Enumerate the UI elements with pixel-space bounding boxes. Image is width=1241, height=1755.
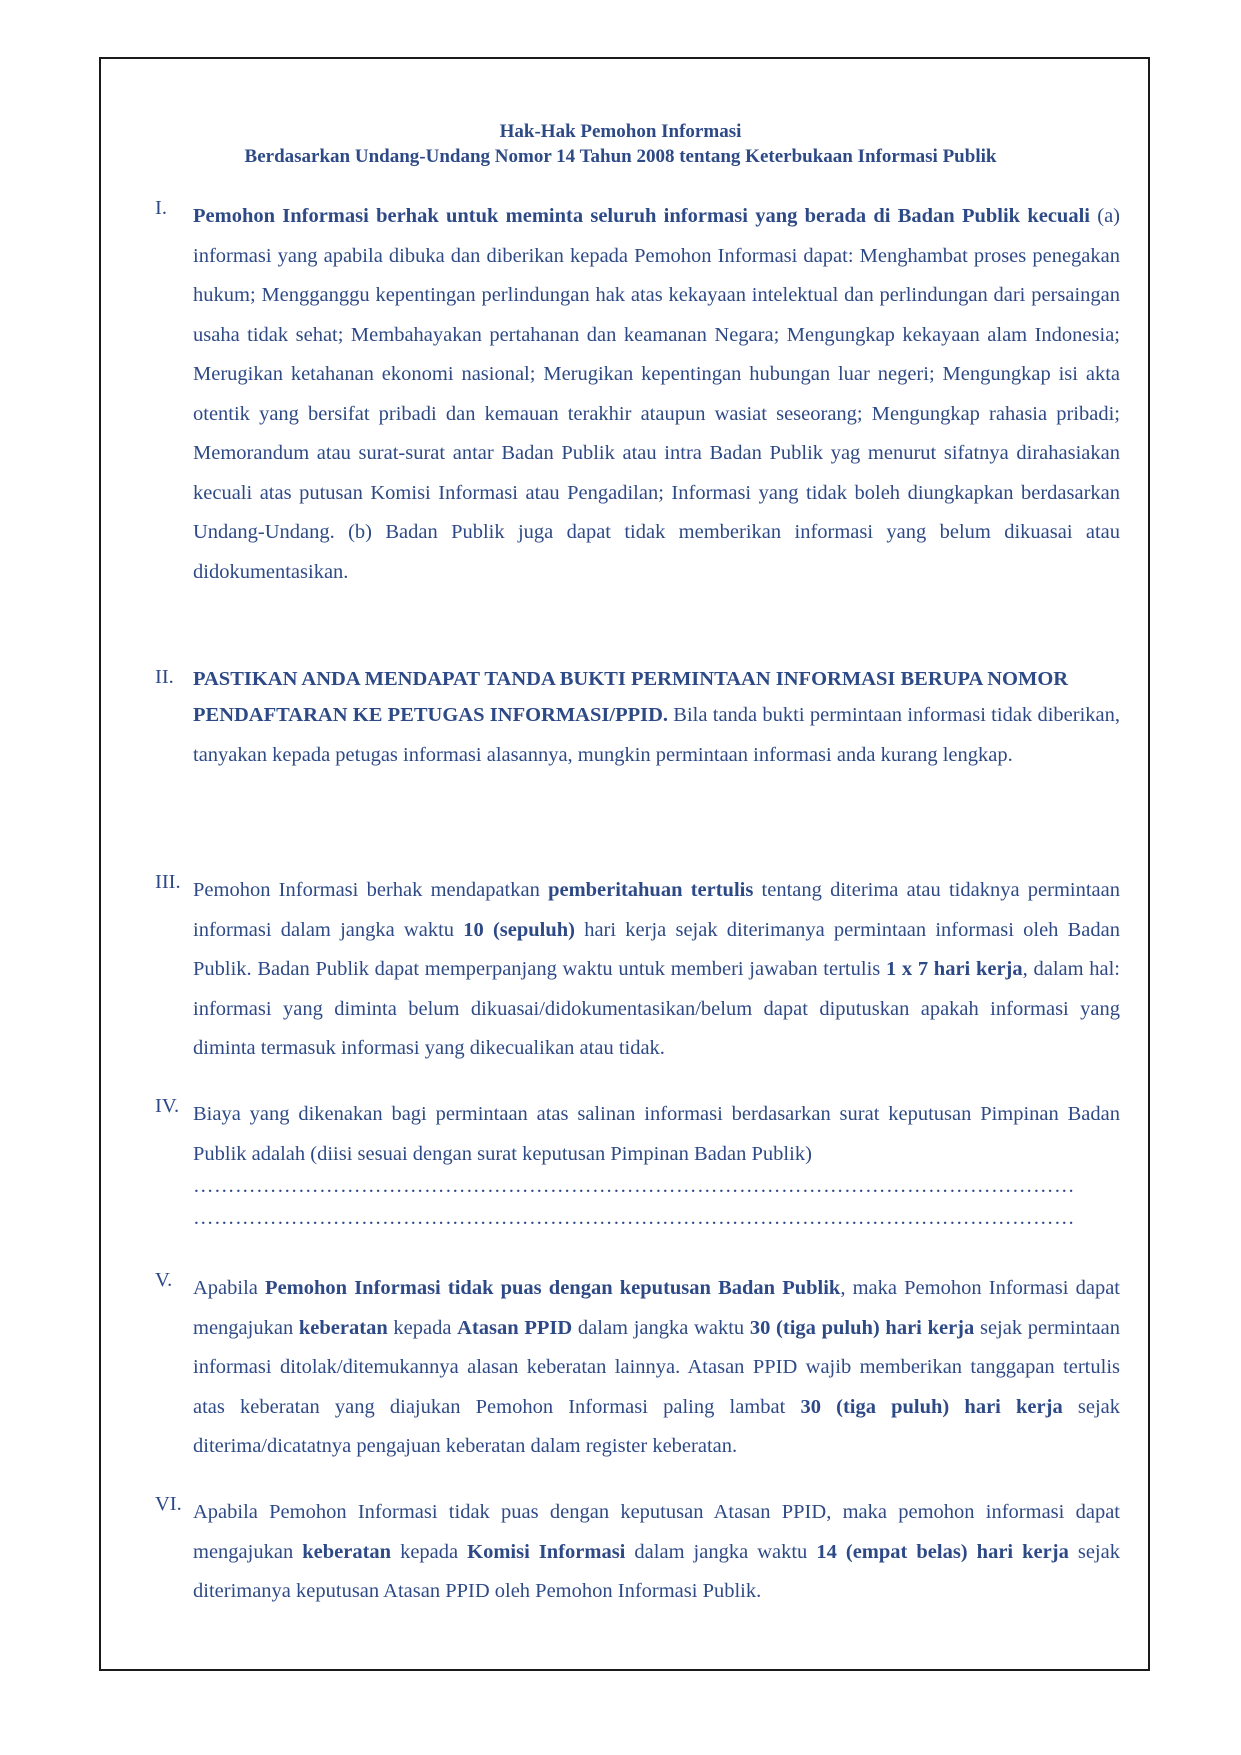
section-1-bold-1: Pemohon Informasi berhak untuk meminta seluruh informasi yang berada di Badan Publik kecuali — [193, 205, 1090, 227]
section-3-text-4: , dalam hal: informasi yang diminta belum dikuasai/didokumentasikan/belum dapat diputuskan apakah informasi yang diminta termasuk informasi yang dikecualikan atau tidak. — [193, 958, 1120, 1059]
section-3-text-2: tentang diterima atau tidaknya permintaan informasi dalam jangka waktu — [193, 879, 1120, 941]
section-4-text-1: Biaya yang dikenakan bagi permintaan atas salinan informasi berdasarkan surat keputusan Pimpinan Badan Publik adalah (diisi sesuai dengan surat keputusan Pimpinan Badan Publik) — [193, 1103, 1120, 1165]
section-2-heading — [193, 666, 1120, 692]
section-2-bold-2: PENDAFTARAN KE PETUGAS INFORMASI/PPID. — [193, 704, 669, 726]
section-4-number: IV. — [155, 1095, 180, 1117]
section-5-number: V. — [155, 1269, 173, 1291]
section-5-text-4: dalam jangka waktu — [572, 1316, 750, 1339]
fill-in-line-2: ……………………………………………………………………………………………………………… — [193, 1207, 1075, 1229]
section-3-number: III. — [155, 871, 181, 893]
section-5-bold-5: 30 (tiga puluh) hari kerja — [800, 1395, 1063, 1418]
section-1-text — [193, 197, 1120, 592]
section-5 — [155, 1269, 1120, 1467]
section-1-text-1: (a) informasi yang apabila dibuka dan diberikan kepada Pemohon Informasi dapat: Menghambat proses penegakan hukum; Mengganggu kepentingan perlindungan hak atas kekayaan intelektual dan perlindungan dari persaingan usaha tidak sehat; Membahayakan pertahanan dan keamanan Negara; Mengungkap kekayaan alam Indonesia; Merugikan ketahanan ekonomi nasional; Merugikan kepentingan hubungan luar negeri; Mengungkap isi akta otentik yang bersifat pribadi dan kemauan terakhir ataupun wasiat seseorang; Mengungkap rahasia pribadi; Memorandum atau surat-surat antar Badan Publik atau intra Badan Publik yag menurut sifatnya dirahasiakan kecuali atas putusan Komisi Informasi atau Pengadilan; Informasi yang tidak boleh diungkapkan berdasarkan Undang-Undang. (b) Badan Publik juga dapat tidak memberikan informasi yang belum dikuasai atau didokumentasikan. — [193, 205, 1120, 583]
section-4 — [155, 1095, 1120, 1234]
section-3-bold-1: pemberitahuan tertulis — [548, 879, 754, 901]
section-3 — [155, 871, 1120, 1069]
section-6 — [155, 1493, 1120, 1612]
section-6-text-3: dalam jangka waktu — [625, 1540, 817, 1563]
section-6-text-1: Apabila Pemohon Informasi tidak puas dengan keputusan Atasan PPID, maka pemohon informasi dapat mengajukan — [193, 1501, 1120, 1563]
section-3-bold-2: 10 (sepuluh) — [463, 918, 575, 941]
section-2-text — [193, 696, 1120, 775]
section-3-bold-3: 1 x 7 hari kerja — [885, 958, 1023, 980]
section-5-bold-1: Pemohon Informasi tidak puas dengan keputusan Badan Publik — [265, 1277, 841, 1299]
section-6-bold-3: 14 (empat belas) hari kerja — [816, 1540, 1069, 1563]
section-5-text-1: Apabila — [193, 1277, 266, 1299]
section-2-number: II. — [155, 666, 174, 688]
section-4-text — [193, 1095, 1120, 1174]
section-5-text — [193, 1269, 1120, 1467]
section-6-number: VI. — [155, 1493, 182, 1515]
section-6-bold-2: Komisi Informasi — [467, 1540, 626, 1563]
section-5-text-6: sejak diterima/dicatatnya pengajuan keberatan dalam register keberatan. — [193, 1395, 1120, 1457]
section-5-bold-3: Atasan PPID — [457, 1316, 573, 1339]
section-3-text-3: hari kerja sejak diterimanya permintaan informasi oleh Badan Publik. Badan Publik dapat memperpanjang waktu untuk memberi jawaban tertulis — [193, 918, 1121, 980]
section-3-text-1: Pemohon Informasi berhak mendapatkan — [193, 879, 549, 901]
fill-in-line-1: ……………………………………………………………………………………………………………… — [193, 1175, 1075, 1197]
section-6-text-4: sejak diterimanya keputusan Atasan PPID oleh Pemohon Informasi Publik. — [193, 1540, 1120, 1602]
section-6-bold-1: keberatan — [302, 1540, 392, 1563]
section-5-bold-2: keberatan — [298, 1316, 388, 1339]
section-2 — [155, 666, 1120, 775]
section-2-bold-1: PASTIKAN ANDA MENDAPAT TANDA BUKTI PERMINTAAN INFORMASI BERUPA NOMOR — [193, 668, 1069, 690]
section-2-text-1: Bila tanda bukti permintaan informasi tidak diberikan, tanyakan kepada petugas informasi alasannya, mungkin permintaan informasi anda kurang lengkap. — [193, 704, 1120, 766]
section-6-text — [193, 1493, 1120, 1612]
section-3-text — [193, 871, 1120, 1069]
section-5-bold-4: 30 (tiga puluh) hari kerja — [749, 1316, 975, 1339]
document-title: Hak-Hak Pemohon Informasi — [499, 121, 742, 142]
document-subtitle: Berdasarkan Undang-Undang Nomor 14 Tahun 2008 tentang Keterbukaan Informasi Publik — [244, 146, 997, 167]
section-6-text-2: kepada — [391, 1540, 468, 1563]
section-5-text-3: kepada — [387, 1316, 458, 1339]
section-5-text-5: sejak permintaan informasi ditolak/ditemukannya alasan keberatan lainnya. Atasan PPID wajib memberikan tanggapan tertulis atas keberatan yang diajukan Pemohon Informasi paling lambat — [193, 1316, 1120, 1418]
section-1 — [155, 197, 1120, 592]
section-1-number: I. — [155, 197, 167, 219]
section-5-text-2: , maka Pemohon Informasi dapat mengajukan — [193, 1277, 1120, 1339]
